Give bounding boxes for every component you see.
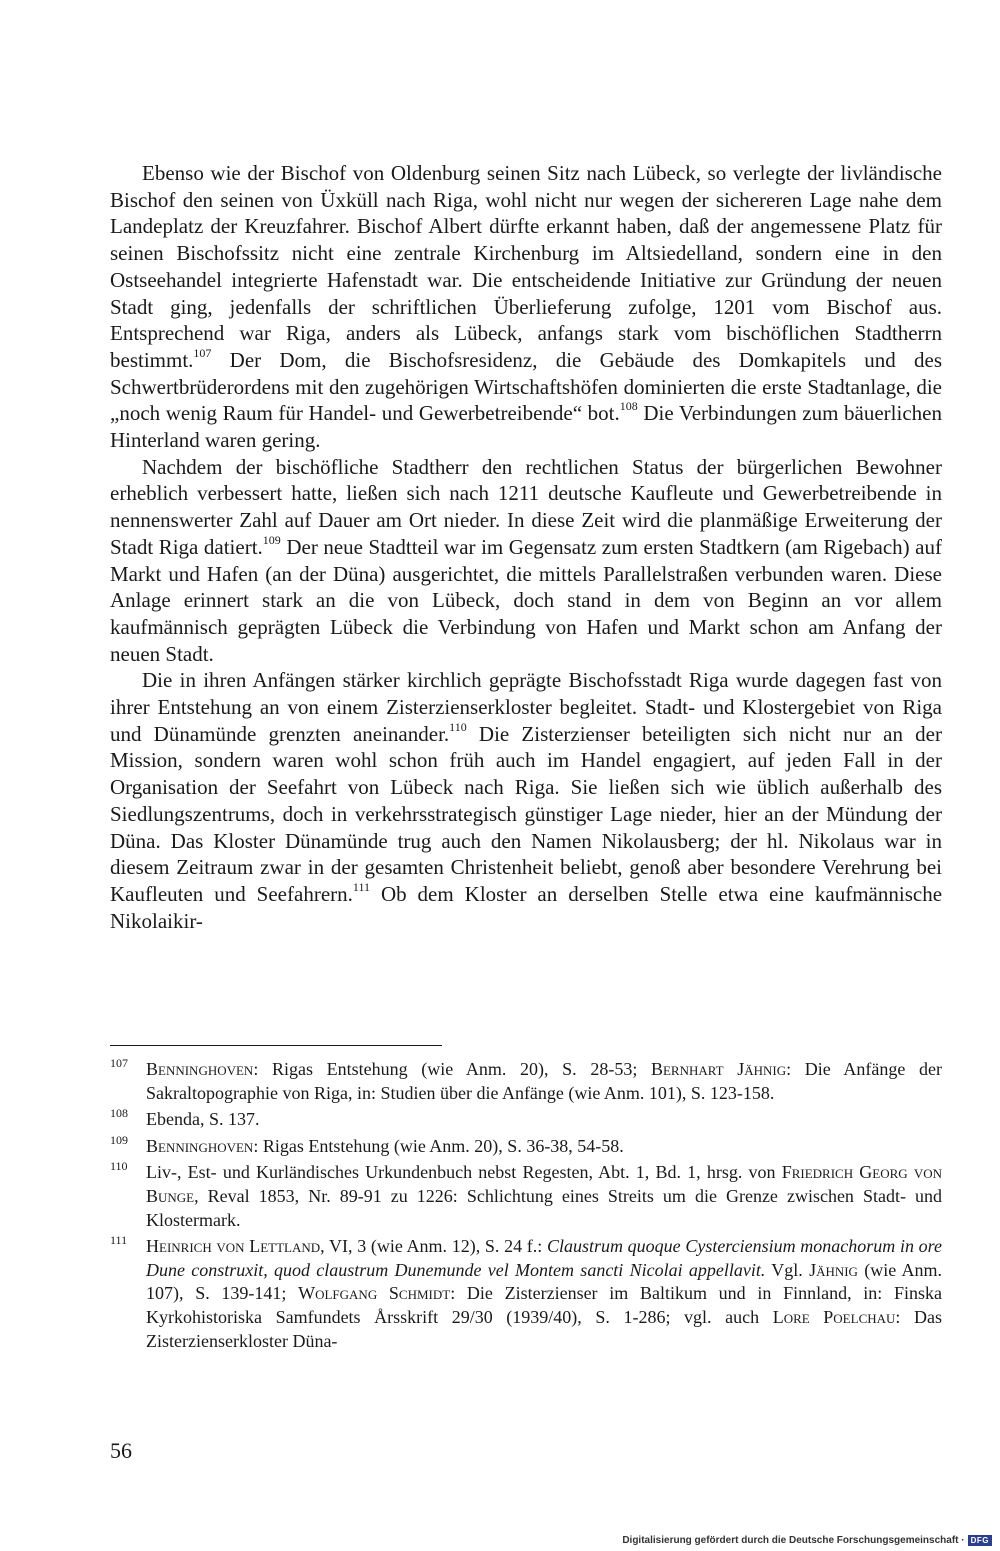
footnote-number: 107 [110, 1056, 128, 1070]
footnote-text: , Reval 1853, Nr. 89-91 zu 1226: Schlichtung eines Streits um die Grenze zwischen Stadt- und Klostermark. [146, 1185, 942, 1230]
author-name: Bernhart Jähnig [650, 1059, 787, 1079]
footnote-text: : Die Zisterzienser im Baltikum und in Finnland, in: Finska Kyrkohistoriska Samfundets Årsskrift 29/30 (1939/40), S. 1-286; vgl. auch [146, 1283, 942, 1327]
text-run: Ob dem Kloster an derselben Stelle etwa eine kaufmännische Nikolaikir- [110, 881, 943, 933]
dfg-logo-icon: DFG [968, 1535, 992, 1546]
author-name: Heinrich von Lettland [146, 1236, 321, 1257]
footnote-ref-108[interactable]: 108 [619, 399, 638, 414]
footnote-text: , VI, 3 (wie Anm. 12), S. 24 f.: [320, 1236, 547, 1257]
footnote-number: 111 [110, 1233, 128, 1248]
text-run: Nachdem der bischöfliche Stadtherr den rechtlichen Status der bürgerlichen Bewohner erheblich verbessert hatte, ließen sich nach 1211 deutsche Kaufleute und Gewerbetreibende in nennenswerter Zahl auf Dauer am Ort nieder. In diese Zeit wird die planmäßige Erweiterung der Stadt Riga datiert. [110, 454, 942, 559]
author-name: Friedrich Georg von Bunge [146, 1162, 943, 1206]
digitization-credit [622, 1535, 992, 1546]
footnote-text: Vgl. [765, 1259, 810, 1280]
author-name: Wolfgang Schmidt [298, 1283, 451, 1304]
footnote-number: 108 [110, 1106, 128, 1121]
text-run: Die Verbindungen zum bäuerlichen Hinterland waren gering. [110, 401, 942, 453]
text-run: Ebenso wie der Bischof von Oldenburg seinen Sitz nach Lübeck, so verlegte der livländische Bischof den seinen von Üxküll nach Riga, wohl nicht nur wegen der sichereren Lage nahe dem Landeplatz der Kreuzfahrer. Bischof Albert dürfte erkannt haben, daß der angemessene Platz für seinen Bischofssitz nicht eine zentrale Kirchenburg im Altsiedelland, sondern eine in den Ostseehandel integrierte Hafenstadt war. Die entscheidende Initiative zur Gründung der neuen Stadt ging, jedenfalls der schriftlichen Überlieferung zufolge, 1201 vom Bischof aus. Entsprechend war Riga, anders als Lübeck, anfangs stark vom bischöflichen Stadtherrn bestimmt. [110, 161, 942, 372]
footnote-110 [110, 1161, 942, 1232]
footnote-ref-110[interactable]: 110 [449, 719, 467, 734]
author-name: Benninghoven [146, 1059, 254, 1079]
text-run: Die in ihren Anfängen stärker kirchlich geprägte Bischofsstadt Riga wurde dagegen fast von ihrer Entstehung an von einem Zisterzienserkloster begleitet. Stadt- und Klostergebiet von Riga und Dünamünde grenzten aneinander. [110, 668, 942, 746]
text-run: Die Zisterzienser beteiligten sich nicht nur an der Mission, sondern waren wohl schon früh auch im Handel engagiert, auf jeden Fall in der Organisation der Seefahrt von Lübeck nach Riga. Sie ließen sich wie üblich außerhalb des Siedlungszentrums, doch in verkehrsstrategisch günstiger Lage nieder, hier an der Mündung der Düna. Das Kloster Dünamünde trug auch den Namen Nikolausberg; der hl. Nikolaus war in diesem Zeitraum zwar in der gesamten Christenheit beliebt, genoß aber besondere Verehrung bei Kaufleuten und Seefahrern. [110, 721, 942, 906]
page-number: 56 [110, 1438, 132, 1463]
text-run: Der neue Stadtteil war im Gegensatz zum ersten Stadtkern (am Rigebach) auf Markt und Hafen (an der Düna) ausgerichtet, die mittels Parallelstraßen verbunden waren. Diese Anlage erinnert stark an die von Lübeck, doch stand in dem von Beginn an vor allem kaufmännisch geprägten Lübeck die Verbindung von Hafen und Markt schon am Anfang der neuen Stadt. [110, 534, 942, 666]
footnote-text: : Die Anfänge der Sakraltopographie von Riga, in: Studien über die Anfänge (wie Anm. 101), S. 123-158. [146, 1059, 943, 1103]
paragraph-3 [110, 667, 942, 934]
footnote-number: 109 [110, 1132, 128, 1147]
footnote-ref-109[interactable]: 109 [262, 532, 281, 547]
paragraph-1 [110, 160, 942, 454]
footnote-divider [110, 1045, 442, 1046]
footnote-text: Ebenda, S. 137. [146, 1109, 260, 1130]
credit-text: Digitalisierung gefördert durch die Deutsche Forschungsgemeinschaft · [622, 1535, 965, 1546]
footnotes [110, 1058, 942, 1356]
footnote-108 [110, 1108, 942, 1132]
footnote-text: (wie Anm. 107), S. 139-141; [146, 1259, 942, 1304]
author-name: Jähnig [809, 1259, 858, 1280]
footnote-text: Liv-, Est- und Kurländisches Urkundenbuch nebst Regesten, Abt. 1, Bd. 1, hrsg. von [146, 1162, 782, 1183]
footnote-text: : Rigas Entstehung (wie Anm. 20), S. 28-53; [253, 1059, 651, 1079]
footnote-text: : Das Zisterzienserkloster Düna- [146, 1306, 942, 1351]
footnote-107 [110, 1058, 942, 1105]
footnote-number: 110 [110, 1159, 128, 1174]
footnote-ref-107[interactable]: 107 [193, 345, 212, 360]
footnote-111 [110, 1235, 942, 1353]
author-name: Benninghoven [146, 1135, 254, 1156]
footnote-ref-111[interactable]: 111 [352, 879, 370, 894]
latin-quote: Claustrum quoque Cysterciensium monachorum in ore Dune construxit, quod claustrum Dunemunde vel Montem sancti Nicolai appellavit. [146, 1236, 942, 1280]
author-name: Lore Poelchau [772, 1306, 896, 1327]
footnote-text: : Rigas Entstehung (wie Anm. 20), S. 36-38, 54-58. [253, 1135, 624, 1156]
paragraph-2 [110, 454, 942, 668]
footnote-109 [110, 1132, 942, 1159]
text-run: Der Dom, die Bischofsresidenz, die Gebäude des Domkapitels und des Schwertbrüderordens mit den zugehörigen Wirtschaftshöfen dominierten die erste Stadtanlage, die „noch wenig Raum für Handel- und Gewerbetreibende“ bot. [110, 347, 942, 426]
body-text [110, 160, 942, 934]
